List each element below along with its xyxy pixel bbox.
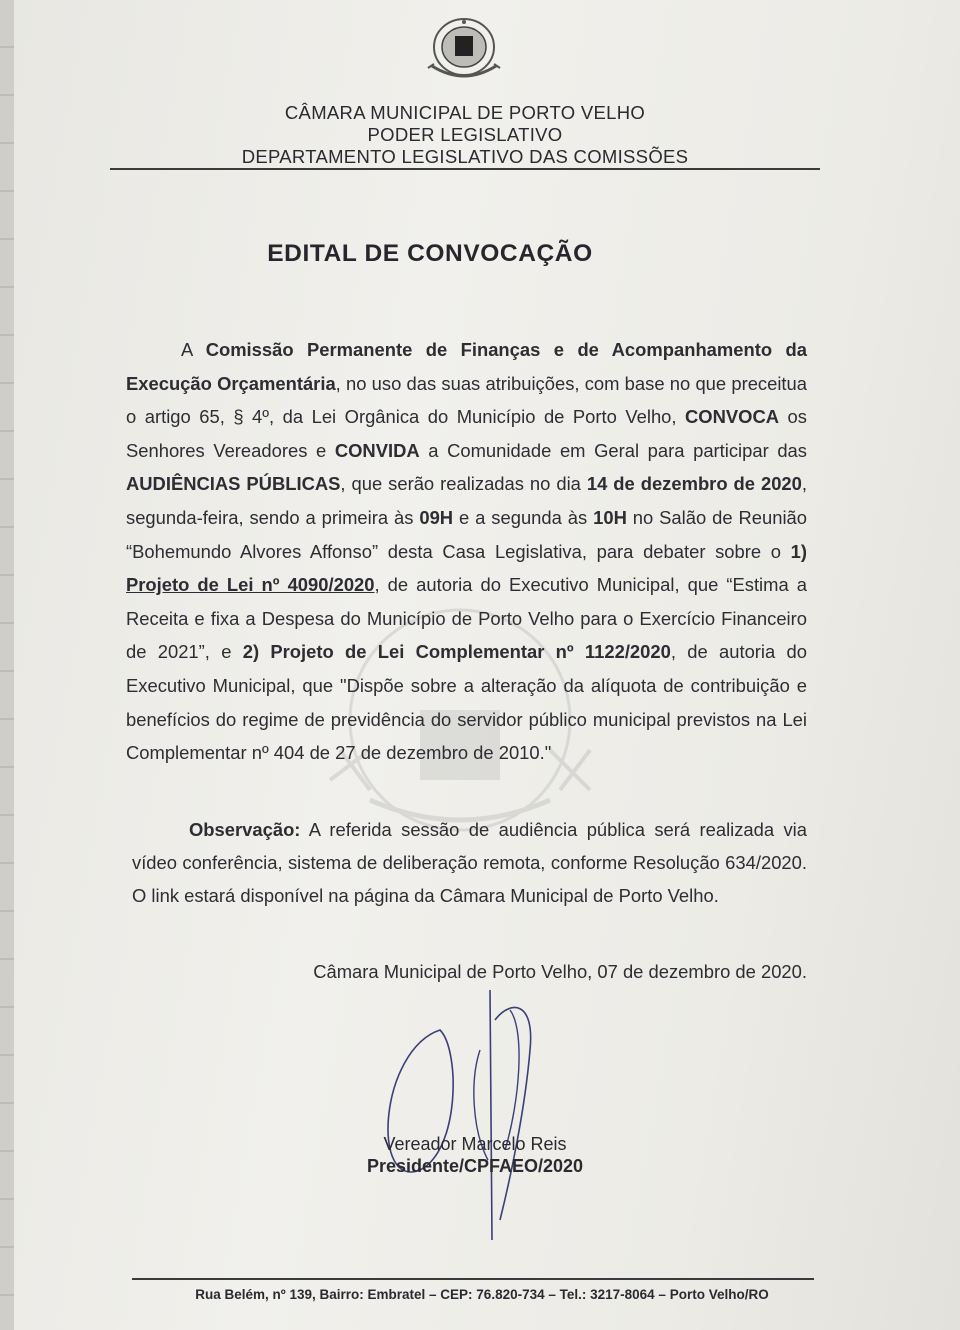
footer-address: Rua Belém, nº 139, Bairro: Embratel – CEP: 76.820-734 – Tel.: 3217-8064 – Porto Velho/RO <box>195 1287 769 1302</box>
hearings-keyword: AUDIÊNCIAS PÚBLICAS <box>126 473 341 495</box>
item-1-number: 1) <box>790 540 807 562</box>
first-time: 09H <box>419 506 454 528</box>
commission-name: Comissão Permanente de Finanças e de Acompanhamento da Execução Orçamentária <box>126 339 807 394</box>
hearing-date: 14 de dezembro de 2020 <box>586 473 802 495</box>
text-run: os Senhores Vereadores e <box>126 406 807 461</box>
convoca-keyword: CONVOCA <box>685 406 780 428</box>
header-line-2: PODER LEGISLATIVO <box>367 124 563 145</box>
second-time: 10H <box>593 506 627 528</box>
text-run: a Comunidade em Geral para participar das <box>419 439 807 461</box>
convida-keyword: CONVIDA <box>334 439 420 461</box>
bill-1122-reference: 2) Projeto de Lei Complementar nº 1122/2020 <box>242 641 671 663</box>
text-run: , segunda-feira, sendo a primeira às <box>126 473 808 528</box>
municipal-seal-icon <box>426 14 502 84</box>
text-run: , no uso das suas atribuições, com base no que preceitua o artigo 65, § 4º, da Lei Orgânica do Município de Porto Velho, <box>126 372 807 428</box>
header-line-1: CÂMARA MUNICIPAL DE PORTO VELHO <box>284 102 646 123</box>
signer-role: Presidente/CPFAEO/2020 <box>366 1156 584 1176</box>
observation-label: Observação: <box>189 819 301 840</box>
handwritten-signature <box>360 990 560 1250</box>
bill-4090-reference: Projeto de Lei nº 4090/2020 <box>126 574 375 596</box>
document-title: EDITAL DE CONVOCAÇÃO <box>267 240 593 267</box>
text-run: no Salão de Reunião “Bohemundo Alvores Affonso” desta Casa Legislativa, para debater sobre o <box>126 506 807 562</box>
paragraph-convocation <box>126 333 807 770</box>
text-run: , de autoria do Executivo Municipal, que “Estima a Receita e fixa a Despesa do Município de Porto Velho para o Exercício Financeiro de 2021”, e <box>126 574 807 663</box>
text-run: A <box>181 339 206 360</box>
text-run: , que serão realizadas no dia <box>340 473 587 495</box>
place-date: Câmara Municipal de Porto Velho, 07 de dezembro de 2020. <box>313 961 807 982</box>
header-line-3: DEPARTAMENTO LEGISLATIVO DAS COMISSÕES <box>241 146 689 167</box>
text-run: , de autoria do Executivo Municipal, que "Dispõe sobre a alteração da alíquota de contribuição e benefícios do regime de previdência do servidor público municipal previstos na Lei Complementar nº 404 de 27 de dezembro de 2010." <box>126 641 807 764</box>
text-run: e a segunda às <box>453 506 594 528</box>
observation-text: A referida sessão de audiência pública será realizada via vídeo conferência, sistema de deliberação remota, conforme Resolução 634/2020. O link estará disponível na página da Câmara Municipal de Porto Velho. <box>132 819 807 906</box>
header-rule <box>110 168 820 170</box>
footer-rule <box>132 1278 814 1280</box>
binding-edge <box>0 0 14 1330</box>
paragraph-observation <box>132 813 807 912</box>
signer-name: Vereador Marcelo Reis <box>383 1134 567 1154</box>
